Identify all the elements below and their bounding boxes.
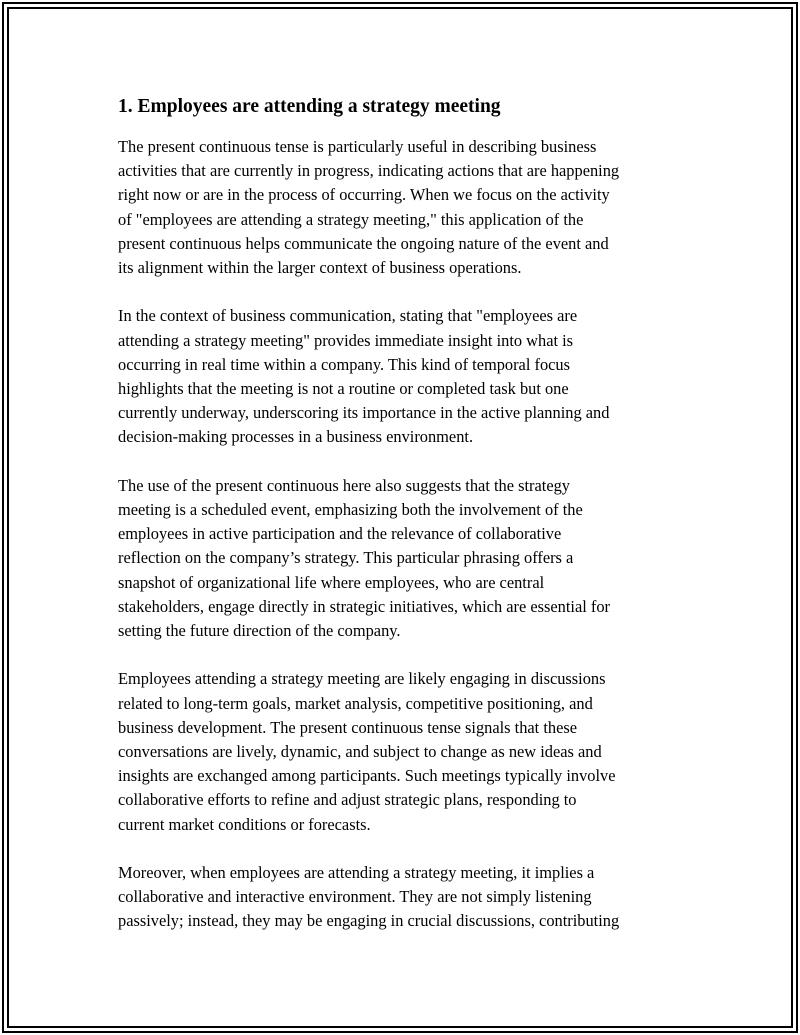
section-heading: 1. Employees are attending a strategy meeting bbox=[118, 96, 501, 117]
paragraph bbox=[118, 667, 688, 836]
text-line: The use of the present continuous here also suggests that the strategy bbox=[118, 475, 570, 495]
text-line: passively; instead, they may be engaging in crucial discussions, contributing bbox=[118, 911, 620, 931]
paragraph bbox=[118, 474, 688, 643]
text-line: insights are exchanged among participants. Such meetings typically involve bbox=[118, 766, 616, 786]
paragraph bbox=[118, 135, 688, 280]
text-line: collaborative and interactive environment. They are not simply listening bbox=[118, 887, 592, 907]
text-line: reflection on the company’s strategy. This particular phrasing offers a bbox=[118, 548, 574, 568]
text-line: of "employees are attending a strategy meeting," this application of the bbox=[118, 209, 584, 229]
text-line: conversations are lively, dynamic, and subject to change as new ideas and bbox=[118, 742, 602, 762]
paragraph bbox=[118, 861, 688, 934]
text-line: stakeholders, engage directly in strategic initiatives, which are essential for bbox=[118, 596, 610, 616]
text-line: business development. The present continuous tense signals that these bbox=[118, 717, 578, 737]
text-line: Employees attending a strategy meeting are likely engaging in discussions bbox=[118, 669, 606, 689]
text-line: occurring in real time within a company. This kind of temporal focus bbox=[118, 354, 570, 374]
text-line: attending a strategy meeting" provides immediate insight into what is bbox=[118, 330, 574, 350]
paragraph bbox=[118, 304, 688, 449]
document-body bbox=[118, 96, 688, 958]
text-line: The present continuous tense is particularly useful in describing business bbox=[118, 137, 597, 156]
text-line: right now or are in the process of occurring. When we focus on the activity bbox=[118, 185, 610, 205]
text-line: related to long-term goals, market analysis, competitive positioning, and bbox=[118, 693, 593, 713]
text-line: snapshot of organizational life where employees, who are central bbox=[118, 572, 545, 592]
text-line: meeting is a scheduled event, emphasizing both the involvement of the bbox=[118, 500, 583, 520]
text-line: Moreover, when employees are attending a strategy meeting, it implies a bbox=[118, 863, 595, 883]
text-line: collaborative efforts to refine and adjust strategic plans, responding to bbox=[118, 790, 577, 810]
text-line: decision-making processes in a business environment. bbox=[118, 427, 474, 447]
text-line: highlights that the meeting is not a routine or completed task but one bbox=[118, 379, 569, 399]
text-line: employees in active participation and the relevance of collaborative bbox=[118, 524, 562, 544]
text-line: In the context of business communication, stating that "employees are bbox=[118, 306, 578, 326]
text-line: current market conditions or forecasts. bbox=[118, 814, 371, 834]
text-line: its alignment within the larger context of business operations. bbox=[118, 258, 522, 278]
text-line: currently underway, underscoring its importance in the active planning and bbox=[118, 403, 610, 423]
text-line: present continuous helps communicate the ongoing nature of the event and bbox=[118, 233, 609, 253]
text-line: activities that are currently in progress, indicating actions that are happening bbox=[118, 161, 620, 181]
text-line: setting the future direction of the company. bbox=[118, 621, 401, 641]
